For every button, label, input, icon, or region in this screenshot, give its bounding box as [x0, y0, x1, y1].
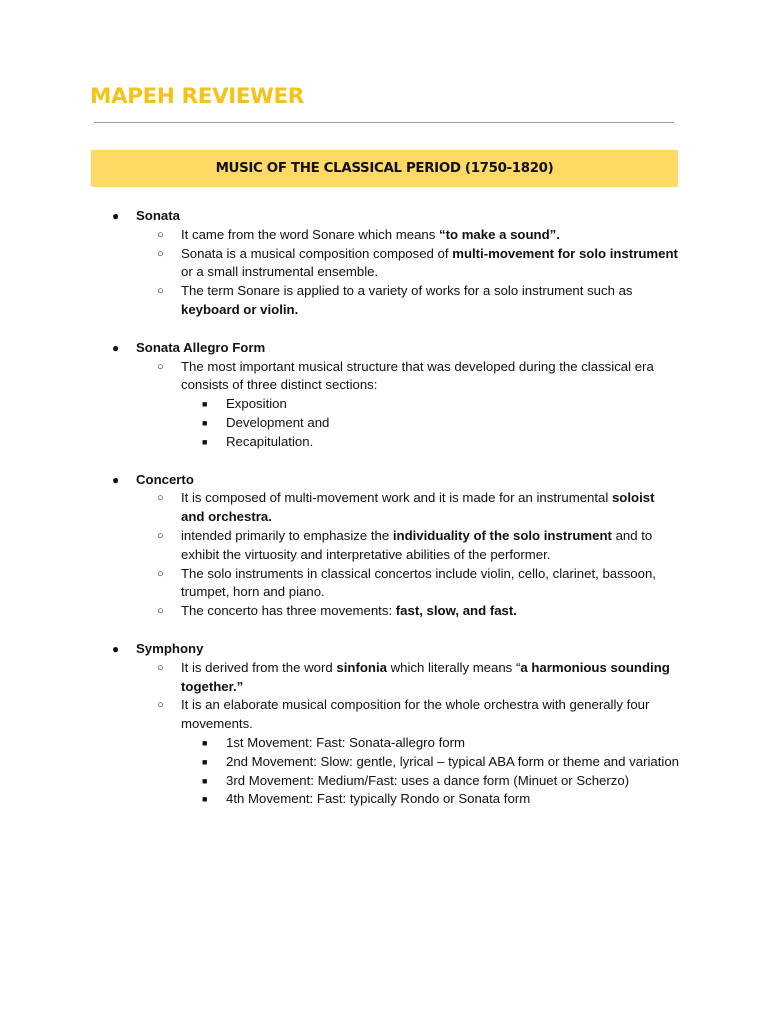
bullet-icon: ■: [202, 794, 208, 805]
sub-item-text: 4th Movement: Fast: typically Rondo or Sonata form: [226, 791, 531, 807]
text: and to exhibit the virtuosity and interpretative abilities of the performer.: [181, 527, 653, 562]
sub-list-item: [0, 414, 768, 433]
bullet-icon: ○: [157, 661, 164, 674]
bold-text: “to make a sound”.: [439, 226, 560, 242]
sub-item-text: Recapitulation.: [226, 433, 314, 449]
bullet-icon: ■: [202, 775, 208, 786]
sub-list-item: [0, 772, 768, 791]
bullet-icon: ○: [157, 567, 164, 580]
bullet-icon: ■: [202, 436, 208, 447]
text: It is an elaborate musical composition for the whole orchestra with generally four movements.: [181, 697, 650, 732]
bullet-icon: ○: [157, 285, 164, 298]
section-concerto: [0, 471, 768, 621]
section-symphony: [0, 640, 768, 809]
list-item: [0, 226, 768, 245]
sub-list-item: [0, 433, 768, 452]
sub-list-item: [0, 734, 768, 753]
text: It came from the word Sonare which means: [181, 226, 439, 242]
sub-list-item: [0, 395, 768, 414]
bullet-icon: ●: [112, 641, 120, 656]
bullet-icon: ○: [157, 529, 164, 542]
bullet-icon: ■: [202, 417, 208, 428]
text: The term Sonare is applied to a variety of works for a solo instrument such as: [181, 283, 633, 299]
section-heading-text: Symphony: [136, 640, 204, 656]
section-sonata: [0, 207, 768, 320]
sub-list-item: [0, 753, 768, 772]
bold-text: individuality of the solo instrument: [392, 527, 612, 543]
text: The concerto has three movements:: [181, 603, 396, 619]
sub-item-text: 3rd Movement: Medium/Fast: uses a dance form (Minuet or Scherzo): [226, 772, 630, 788]
bold-text: multi-movement for solo instrument: [452, 245, 678, 261]
list-item: [0, 489, 768, 527]
bold-text: keyboard or violin.: [181, 301, 299, 317]
text: intended primarily to emphasize the: [181, 527, 393, 543]
section-heading: [0, 339, 768, 358]
section-heading: [0, 640, 768, 659]
bullet-icon: ○: [157, 360, 164, 373]
list-item: [0, 602, 768, 621]
text: which literally means “: [386, 659, 521, 675]
sub-item-text: Exposition: [226, 396, 287, 412]
bullet-icon: ●: [112, 472, 120, 487]
title-divider: [94, 122, 674, 123]
section-heading: [0, 471, 768, 490]
bullet-icon: ○: [157, 699, 164, 712]
list-item: [0, 527, 768, 565]
section-heading-text: Concerto: [136, 471, 194, 487]
bold-text: a harmonious sounding together.”: [181, 659, 670, 694]
list-item: [0, 565, 768, 603]
list-item: [0, 659, 768, 697]
list-item: [0, 696, 768, 734]
text: It is derived from the word: [181, 659, 337, 675]
section-banner: [91, 150, 678, 187]
bold-text: sinfonia: [336, 659, 387, 675]
bold-text: soloist and orchestra.: [181, 490, 655, 525]
bullet-icon: ○: [157, 492, 164, 505]
bullet-icon: ■: [202, 737, 208, 748]
reviewer-content: [0, 207, 768, 828]
text: It is composed of multi-movement work and it is made for an instrumental: [181, 490, 612, 506]
banner-title: MUSIC OF THE CLASSICAL PERIOD (1750-1820): [215, 161, 554, 176]
section-heading: [0, 207, 768, 226]
list-item: [0, 358, 768, 396]
section-heading-text: Sonata: [136, 208, 180, 223]
list-item: [0, 282, 768, 320]
sub-item-text: Development and: [226, 414, 330, 430]
text: Sonata is a musical composition composed of: [181, 245, 453, 261]
document-title: MAPEH REVIEWER: [90, 84, 304, 109]
bullet-icon: ●: [112, 340, 120, 355]
bullet-icon: ○: [157, 228, 164, 241]
sub-list-item: [0, 790, 768, 809]
bullet-icon: ■: [202, 756, 208, 767]
list-item: [0, 245, 768, 283]
section-sonata-allegro-form: [0, 339, 768, 452]
section-heading-text: Sonata Allegro Form: [136, 339, 266, 355]
bullet-icon: ●: [112, 209, 120, 223]
text: The most important musical structure that was developed during the classical era consists of three distinct sections:: [181, 358, 654, 393]
bullet-icon: ○: [157, 605, 164, 618]
bullet-icon: ○: [157, 247, 164, 260]
sub-item-text: 2nd Movement: Slow: gentle, lyrical – typical ABA form or theme and variation: [226, 753, 679, 769]
bullet-icon: ■: [202, 399, 208, 410]
text: or a small instrumental ensemble.: [181, 264, 379, 280]
sub-item-text: 1st Movement: Fast: Sonata-allegro form: [226, 734, 465, 750]
bold-text: fast, slow, and fast.: [395, 603, 517, 619]
text: The solo instruments in classical concertos include violin, cello, clarinet, bassoon, trumpet, horn and piano.: [181, 565, 656, 600]
